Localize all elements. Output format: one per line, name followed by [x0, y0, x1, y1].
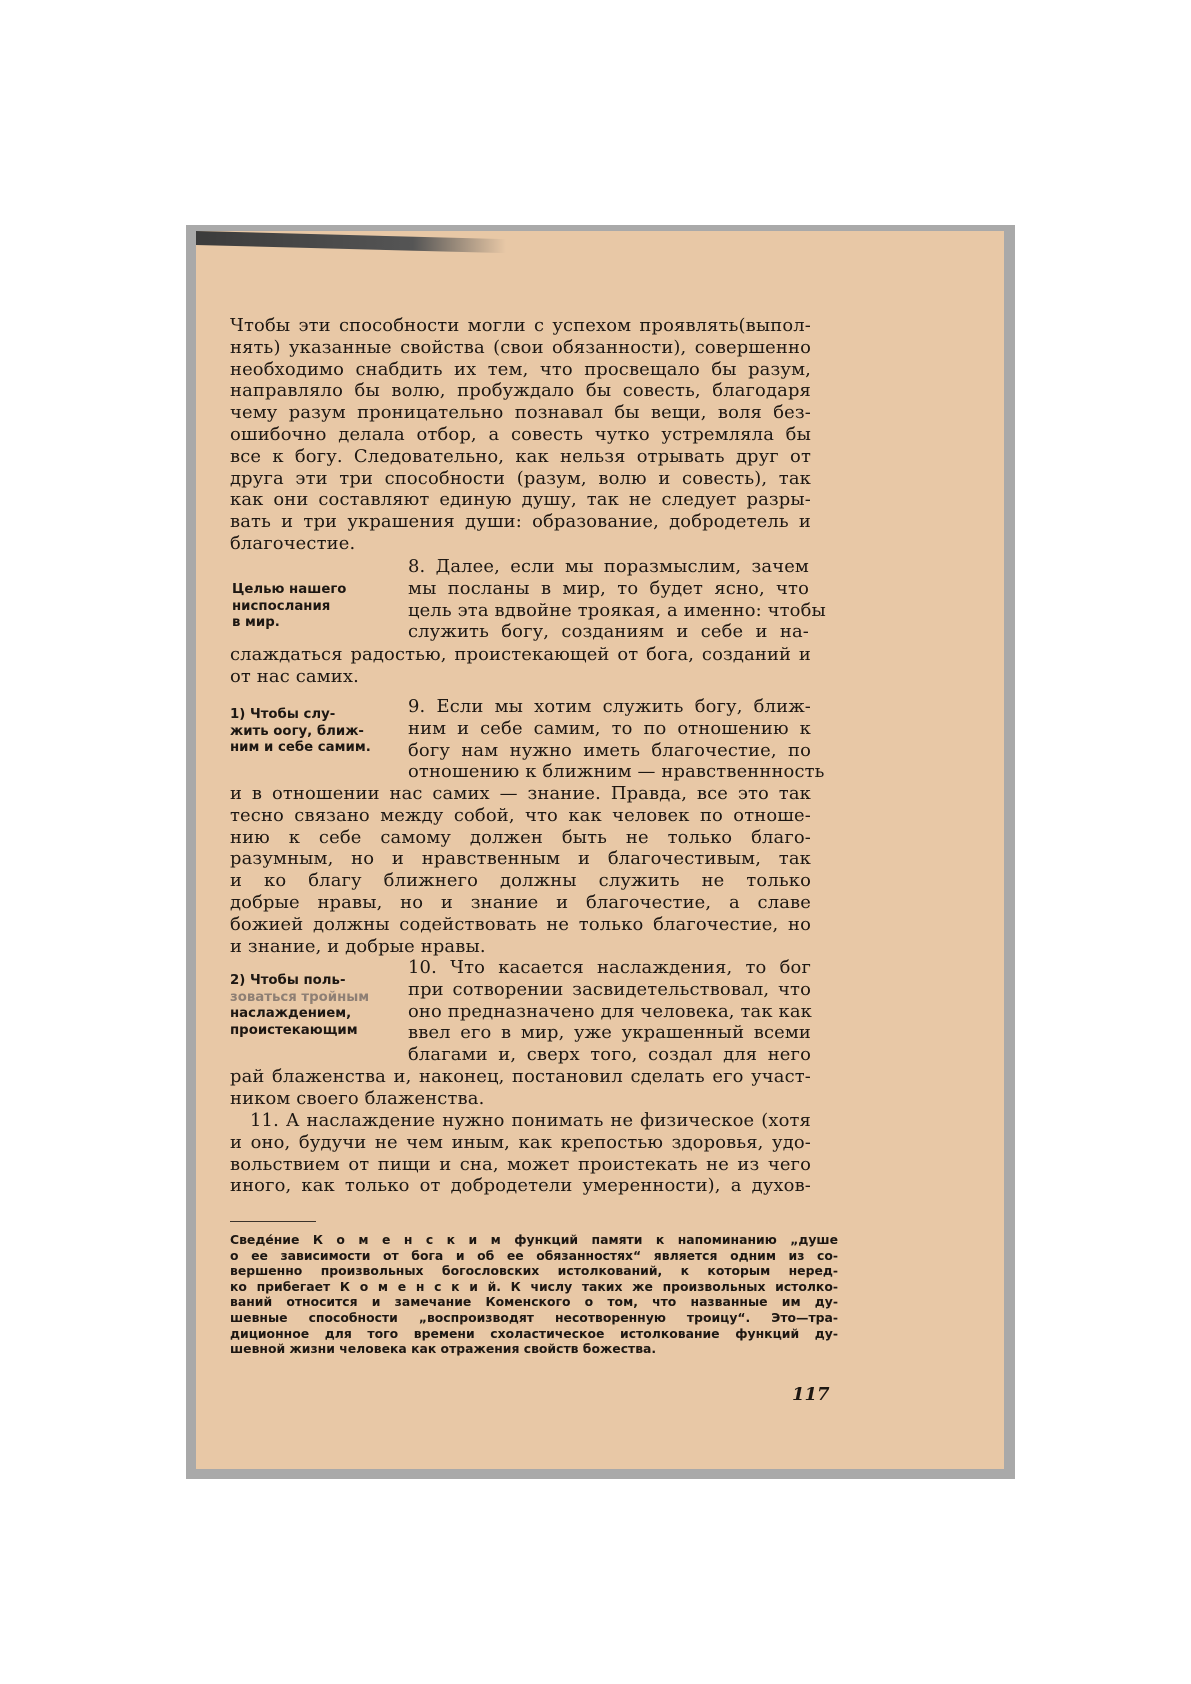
margin-note-line: ниспослания	[232, 598, 331, 614]
text-line: рай блаженства и, наконец, постановил сделать его участ-	[230, 1066, 811, 1087]
margin-note-line: ним и себе самим.	[230, 740, 371, 755]
margin-note-line: 2) Чтобы поль-	[230, 973, 346, 988]
text-line: чему разум проницательно познавал бы вещи, воля без-	[230, 402, 811, 424]
text-line: Чтобы эти способности могли с успехом проявлять(выпол-	[230, 315, 811, 336]
text-line: и знание, и добрые нравы.	[230, 935, 486, 957]
margin-note-serve	[230, 707, 371, 757]
text-line: богу нам нужно иметь благочестие, по	[408, 739, 811, 761]
text-line: 8. Далее, если мы поразмыслим, зачем	[408, 556, 809, 577]
text-line: иного, как только от добродетели умеренности), а духов-	[230, 1175, 811, 1197]
margin-note-line: в мир.	[232, 615, 280, 630]
footnote-line: шевной жизни человека как отражения свойств божества.	[230, 1341, 657, 1357]
text-line: друга эти три способности (разум, волю и совесть), так	[230, 467, 811, 489]
paragraph-continued	[230, 315, 811, 555]
margin-note-line: наслаждением,	[230, 1006, 352, 1021]
margin-note-line: проистекающим	[230, 1022, 358, 1038]
text-line: добрые нравы, но и знание и благочестие, а славе	[230, 891, 811, 913]
margin-note-line: зоваться тройным	[230, 989, 370, 1005]
text-line: нию к себе самому должен быть не только благо-	[230, 826, 811, 848]
footnote-line: Сведе́ние К о м е н с к и м функций памяти к напоминанию „душе	[230, 1232, 838, 1247]
text-line: вать и три украшения души: образование, добродетель и	[230, 511, 811, 533]
text-line: цель эта вдвойне троякая, а именно: чтобы	[408, 599, 826, 621]
footnote-line: ваний относится и замечание Коменского о том, что названные им ду-	[230, 1294, 838, 1310]
text-line: и оно, будучи не чем иным, как крепостью здоровья, удо-	[230, 1131, 811, 1153]
text-line: ошибочно делала отбор, а совесть чутко устремляла бы	[230, 423, 811, 445]
paragraph-8-narrow	[408, 556, 826, 643]
margin-note-line: 1) Чтобы слу-	[230, 707, 336, 722]
footnote-line: о ее зависимости от бога и об ее обязанностях“ является одним из со-	[230, 1247, 838, 1263]
page-top-edge	[196, 231, 506, 253]
text-line: от нас самих.	[230, 665, 359, 687]
paragraph-11	[230, 1110, 811, 1197]
text-line: ввел его в мир, уже украшенный всеми	[408, 1022, 811, 1044]
margin-note-purpose	[232, 582, 346, 632]
text-line: благами и, сверх того, создал для него	[408, 1044, 811, 1066]
text-line: божией должны содействовать не только благочестие, но	[230, 913, 811, 935]
text-line: направляло бы волю, пробуждало бы совесть, благодаря	[230, 380, 811, 402]
paragraph-10-narrow	[408, 957, 811, 1066]
margin-note-line: Целью нашего	[232, 582, 347, 597]
text-line: вольствием от пищи и сна, может проистекать не из чего	[230, 1153, 811, 1175]
footnote	[230, 1232, 838, 1357]
text-line: тесно связано между собой, что как человек по отноше-	[230, 804, 811, 826]
text-line: необходимо снабдить их тем, что просвещало бы разум,	[230, 358, 811, 380]
margin-note-enjoy	[230, 973, 369, 1039]
footnote-line: диционное для того времени схоластическое истолкование функций ду-	[230, 1325, 838, 1341]
text-line: оно предназначено для человека, так как	[408, 1000, 812, 1022]
text-line: благочестие.	[230, 532, 356, 554]
text-line: 10. Что касается наслаждения, то бог	[408, 957, 811, 978]
paragraph-8-full	[230, 644, 811, 688]
footnote-line: ко прибегает К о м е н с к и й. К числу таких же произвольных истолко-	[230, 1278, 838, 1294]
text-line: слаждаться радостью, проистекающей от бога, созданий и	[230, 644, 811, 665]
paragraph-10-full	[230, 1066, 811, 1110]
text-line: при сотворении засвидетельствовал, что	[408, 978, 811, 1000]
text-line: 9. Если мы хотим служить богу, ближ-	[408, 696, 811, 717]
text-line: служить богу, созданиям и себе и на-	[408, 621, 809, 643]
text-line: отношению к ближним — нравственнность	[408, 761, 825, 783]
paragraph-9-narrow	[408, 696, 825, 783]
text-line: 11. А наслаждение нужно понимать не физическое (хотя	[250, 1110, 811, 1131]
text-line: как они составляют единую душу, так не следует разры-	[230, 489, 811, 511]
text-line: ником своего блаженства.	[230, 1087, 485, 1109]
text-line: и ко благу ближнего должны служить не только	[230, 870, 811, 892]
text-line: разумным, но и нравственным и благочестивым, так	[230, 848, 811, 870]
paragraph-9-full	[230, 783, 811, 957]
text-line: ним и себе самим, то по отношению к	[408, 717, 811, 739]
footnote-line: вершенно произвольных богословских истолкований, к которым неред-	[230, 1263, 838, 1279]
footnote-rule	[230, 1221, 316, 1222]
text-line: все к богу. Следовательно, как нельзя отрывать друг от	[230, 445, 811, 467]
footnote-line: шевные способности „воспроизводят несотворенную троицу“. Это—тра-	[230, 1309, 838, 1325]
book-page	[196, 231, 1004, 1469]
margin-note-line: жить оогу, ближ-	[230, 723, 364, 739]
text-line: и в отношении нас самих — знание. Правда, все это так	[230, 783, 811, 804]
page-number: 117	[792, 1384, 830, 1405]
text-line: нять) указанные свойства (свои обязанности), совершенно	[230, 336, 811, 358]
text-line: мы посланы в мир, то будет ясно, что	[408, 577, 809, 599]
